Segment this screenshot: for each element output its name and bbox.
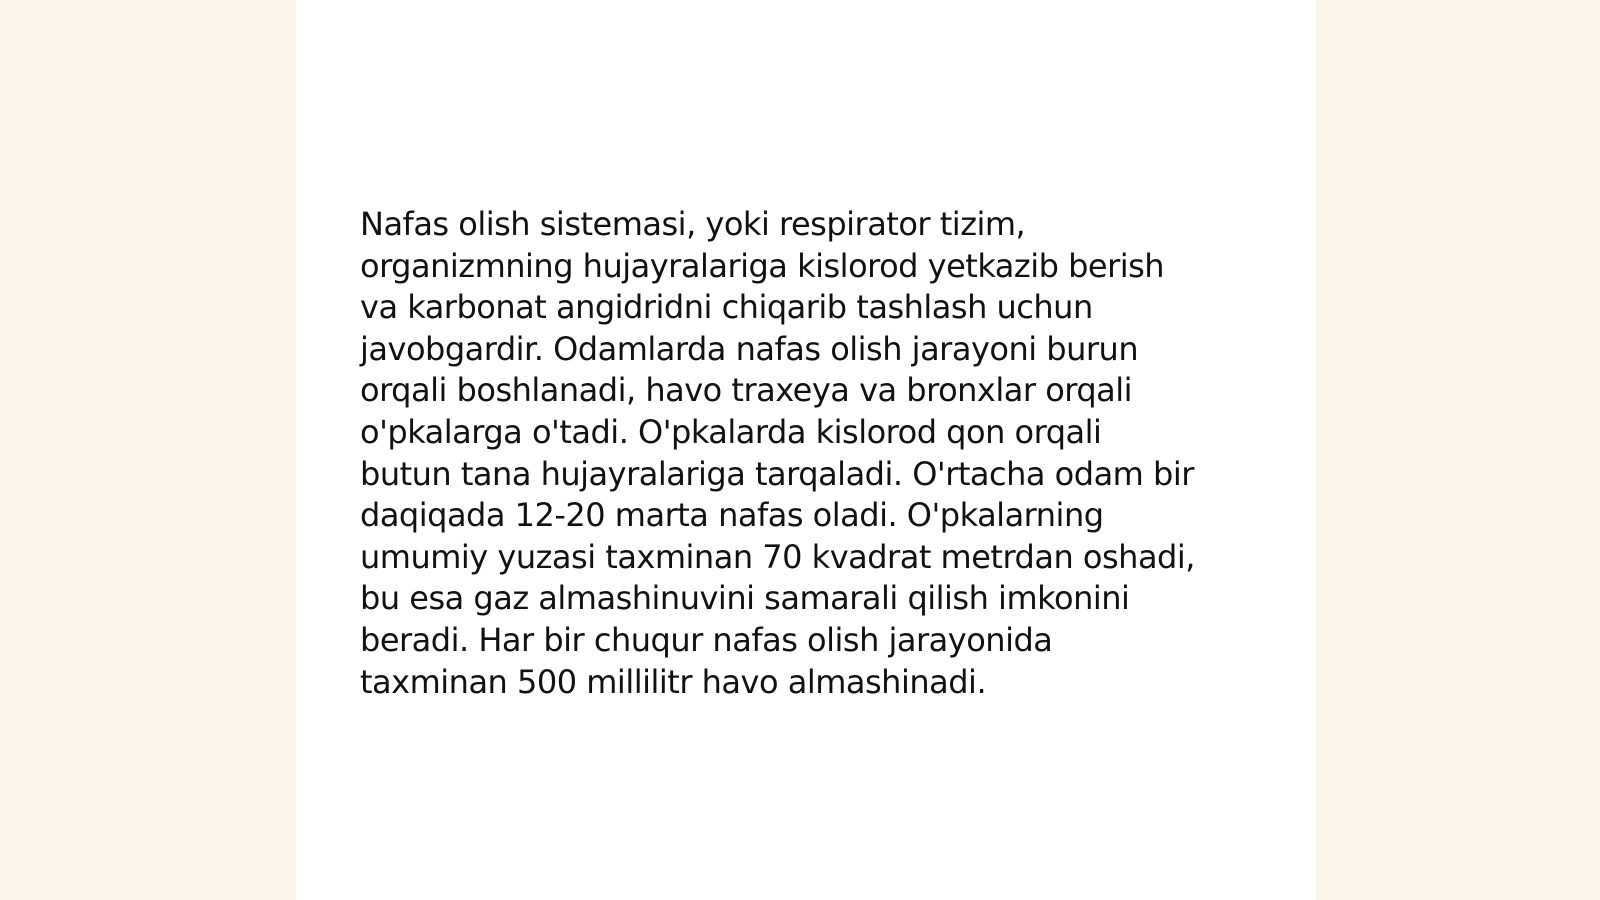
paragraph-line: Nafas olish sistemasi, yoki respirator tizim, <box>360 205 1026 243</box>
paragraph-line: orqali boshlanadi, havo traxeya va bronxlar orqali <box>360 371 1133 410</box>
paragraph-line: umumiy yuzasi taxminan 70 kvadrat metrdan oshadi, <box>360 537 1195 576</box>
body-paragraph <box>360 204 1250 703</box>
paragraph-line: daqiqada 12-20 marta nafas oladi. O'pkalarning <box>360 496 1104 535</box>
paragraph-line: organizmning hujayralariga kislorod yetkazib berish <box>360 246 1165 285</box>
paragraph-line: taxminan 500 millilitr havo almashinadi. <box>360 662 987 701</box>
paragraph-line: bu esa gaz almashinuvini samarali qilish imkonini <box>360 579 1130 618</box>
paragraph-line: va karbonat angidridni chiqarib tashlash uchun <box>360 288 1093 327</box>
paragraph-line: beradi. Har bir chuqur nafas olish jarayonida <box>360 620 1053 659</box>
paragraph-line: o'pkalarga o'tadi. O'pkalarda kislorod qon orqali <box>360 412 1102 451</box>
document-page <box>296 0 1316 900</box>
paragraph-line: butun tana hujayralariga tarqaladi. O'rtacha odam bir <box>360 454 1194 493</box>
paragraph-line: javobgardir. Odamlarda nafas olish jarayoni burun <box>360 329 1139 368</box>
